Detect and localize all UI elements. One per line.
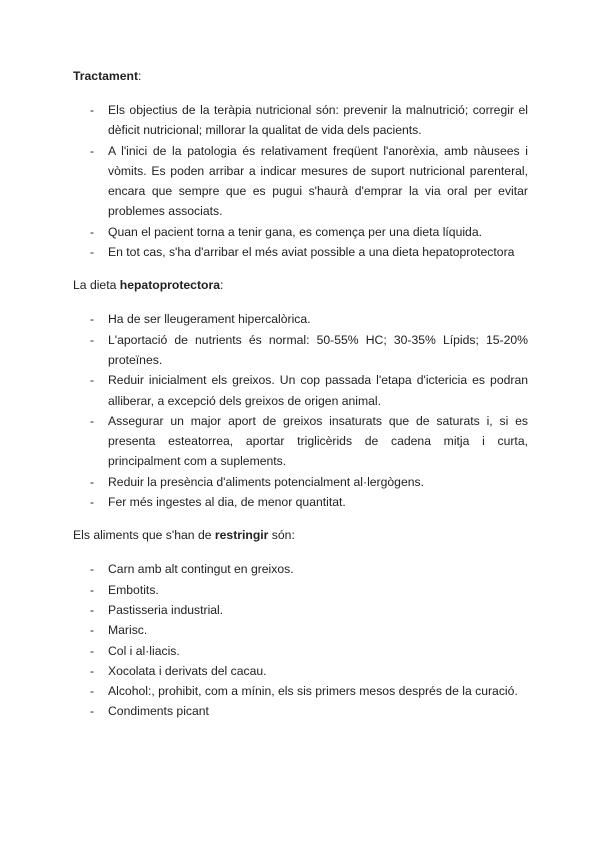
dash-bullet: - <box>90 562 95 577</box>
section-restricted-foods <box>73 525 528 721</box>
list-item: - Quan el pacient torna a tenir gana, es comença per una dieta líquida. <box>73 222 528 242</box>
dash-bullet: - <box>90 495 95 510</box>
list-item: - Els objectius de la teràpia nutricional són: prevenir la malnutrició; corregir el dèficit nutricional; millorar la qualitat de vida dels pacients. <box>73 100 528 141</box>
diet-list <box>73 309 528 512</box>
restricted-foods-list <box>73 559 528 721</box>
dash-bullet: - <box>90 623 95 638</box>
dash-bullet: - <box>90 245 95 260</box>
section-heading: Els aliments que s'han de restringir són: <box>73 528 295 543</box>
dash-bullet: - <box>90 663 95 678</box>
list-item: - En tot cas, s'ha d'arribar el més aviat possible a una dieta hepatoprotectora <box>73 242 528 262</box>
heading-bold: restringir <box>214 528 269 543</box>
dash-bullet: - <box>90 643 95 658</box>
list-item: - Pastisseria industrial. <box>73 600 528 620</box>
dash-bullet: - <box>90 332 95 347</box>
dash-bullet: - <box>90 413 95 428</box>
dash-bullet: - <box>90 602 95 617</box>
dash-bullet: - <box>90 684 95 699</box>
heading-bold: hepatoprotectora <box>119 278 220 293</box>
section-heading: La dieta hepatoprotectora: <box>73 278 224 293</box>
section-heading: Tractament: <box>73 69 142 83</box>
heading-bold: Tractament <box>73 69 139 83</box>
section-treatment <box>73 66 528 275</box>
treatment-list <box>73 100 528 262</box>
list-item: - Condiments picant <box>73 701 528 721</box>
dash-bullet: - <box>90 704 95 719</box>
list-item: - Marisc. <box>73 620 528 640</box>
list-item: - Reduir inicialment els greixos. Un cop passada l'etapa d'ictericia es podran alliberar, a excepció dels greixos de origen animal. <box>73 370 528 411</box>
dash-bullet: - <box>90 143 95 158</box>
dash-bullet: - <box>90 582 95 597</box>
dash-bullet: - <box>90 312 95 327</box>
list-item: - Col i al·liacis. <box>73 641 528 661</box>
list-item: - A l'inici de la patologia és relativament freqüent l'anorèxia, amb nàusees i vòmits. Es poden arribar a indicar mesures de suport nutricional parenteral, encara que sempre que es pugui s'haurà d'emprar la via oral per evitar problemes associats. <box>73 141 528 222</box>
list-item: - Xocolata i derivats del cacau. <box>73 661 528 681</box>
list-item: - Embotits. <box>73 580 528 600</box>
list-item: - Assegurar un major aport de greixos insaturats que de saturats i, si es presenta esteatorrea, aportar triglicèrids de cadena mitja i curta, principalment com a suplements. <box>73 411 528 472</box>
section-hepatoprotective-diet <box>73 275 528 525</box>
dash-bullet: - <box>90 373 95 388</box>
document-page <box>73 66 528 722</box>
list-item: - Ha de ser lleugerament hipercalòrica. <box>73 309 528 329</box>
list-item: - Carn amb alt contingut en greixos. <box>73 559 528 579</box>
dash-bullet: - <box>90 474 95 489</box>
list-item: - Fer més ingestes al dia, de menor quantitat. <box>73 492 528 512</box>
list-item: - L'aportació de nutrients és normal: 50-55% HC; 30-35% Lípids; 15-20% proteïnes. <box>73 330 528 371</box>
dash-bullet: - <box>90 224 95 239</box>
list-item: - Alcohol:, prohibit, com a mínin, els sis primers mesos després de la curació. <box>73 681 528 701</box>
list-item: - Reduir la presència d'aliments potencialment al·lergògens. <box>73 472 528 492</box>
dash-bullet: - <box>90 103 95 117</box>
